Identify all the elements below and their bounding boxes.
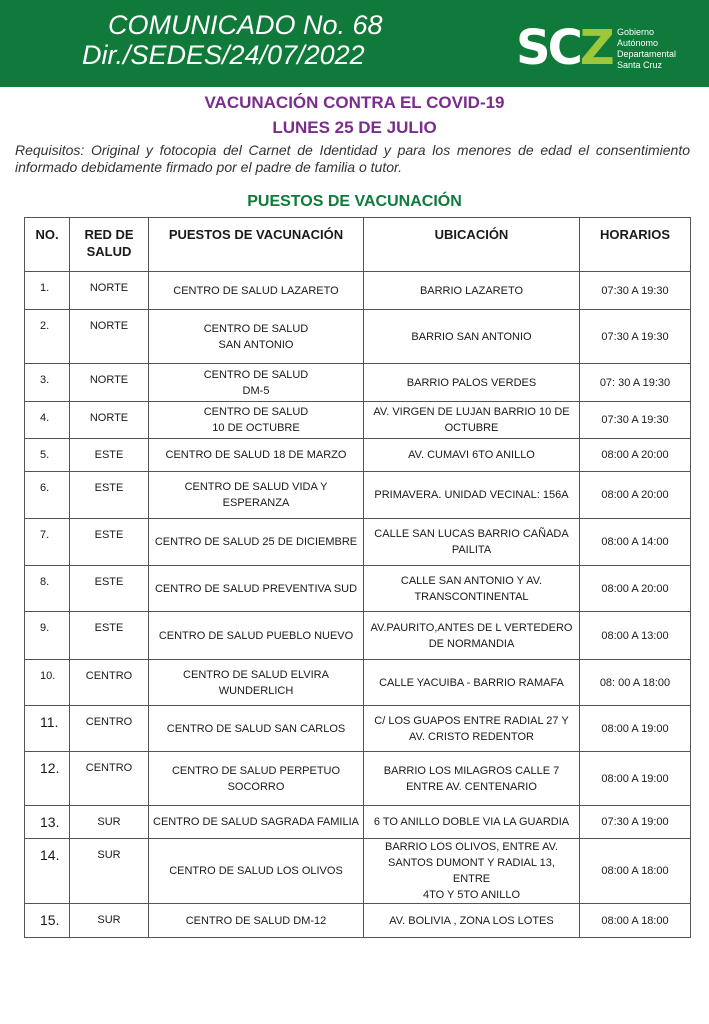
row-red-salud: ESTE xyxy=(70,612,149,660)
row-ubicacion-line: AV.PAURITO,ANTES DE L VERTEDERO xyxy=(370,621,573,634)
row-number: 13. xyxy=(25,806,70,839)
row-puesto-line: WUNDERLICH xyxy=(218,684,294,697)
logo-letter-c: C xyxy=(547,20,580,76)
row-puesto-line: CENTRO DE SALUD PERPETUO xyxy=(171,764,341,777)
logo-caption-line: Gobierno xyxy=(617,27,655,37)
row-red-salud: SUR xyxy=(70,839,149,904)
row-puesto-line: CENTRO DE SALUD 18 DE MARZO xyxy=(165,449,347,461)
row-red-salud: NORTE xyxy=(70,364,149,402)
row-ubicacion-line: BARRIO LOS MILAGROS CALLE 7 xyxy=(383,764,560,777)
row-number: 11. xyxy=(25,706,70,752)
table-row xyxy=(25,364,691,402)
row-puesto-line: 10 DE OCTUBRE xyxy=(212,422,300,434)
row-puesto xyxy=(149,706,364,752)
row-puesto xyxy=(149,660,364,706)
row-number: 3. xyxy=(25,364,70,402)
row-puesto-line: DM-5 xyxy=(242,384,270,397)
row-horario: 08:00 A 14:00 xyxy=(580,519,691,566)
table-row xyxy=(25,612,691,660)
main-title: VACUNACIÓN CONTRA EL COVID-19 xyxy=(204,93,505,112)
col-header-red-line: SALUD xyxy=(86,244,132,259)
row-number: 9. xyxy=(25,612,70,660)
row-horario: 08:00 A 19:00 xyxy=(580,752,691,806)
table-row xyxy=(25,660,691,706)
row-ubicacion-line: AV. CRISTO REDENTOR xyxy=(409,730,534,743)
table-body xyxy=(25,272,691,938)
col-header-no: NO. xyxy=(25,218,70,272)
row-ubicacion xyxy=(364,806,580,839)
row-number: 2. xyxy=(25,310,70,364)
row-puesto xyxy=(149,612,364,660)
row-ubicacion xyxy=(364,839,580,904)
logo-caption-line: Santa Cruz xyxy=(617,60,663,70)
main-date: LUNES 25 DE JULIO xyxy=(272,118,437,137)
table-row xyxy=(25,310,691,364)
row-ubicacion xyxy=(364,612,580,660)
row-number: 10. xyxy=(25,660,70,706)
row-horario: 08: 00 A 18:00 xyxy=(580,660,691,706)
comunicado-reference: Dir./SEDES/24/07/2022 xyxy=(82,40,365,70)
row-ubicacion-line: AV. CUMAVI 6TO ANILLO xyxy=(408,449,535,461)
col-header-red xyxy=(70,218,149,272)
row-horario: 07:30 A 19:00 xyxy=(580,806,691,839)
row-ubicacion-line: BARRIO SAN ANTONIO xyxy=(411,330,532,343)
row-horario: 07:30 A 19:30 xyxy=(580,402,691,439)
table-row xyxy=(25,706,691,752)
row-red-salud: CENTRO xyxy=(70,660,149,706)
row-puesto-line: CENTRO DE SALUD SAGRADA FAMILIA xyxy=(153,816,359,828)
row-ubicacion-line: CALLE SAN LUCAS BARRIO CAÑADA xyxy=(374,528,569,540)
table-row xyxy=(25,752,691,806)
row-ubicacion-line: DE NORMANDIA xyxy=(428,637,515,650)
row-red-salud: CENTRO xyxy=(70,706,149,752)
logo-caption xyxy=(617,27,676,71)
row-ubicacion xyxy=(364,660,580,706)
row-ubicacion-line: BARRIO LAZARETO xyxy=(419,284,524,297)
row-ubicacion-line: AV. BOLIVIA , ZONA LOS LOTES xyxy=(389,914,554,927)
row-ubicacion xyxy=(364,310,580,364)
row-puesto xyxy=(149,806,364,839)
table-row xyxy=(25,472,691,519)
col-header-puesto: PUESTOS DE VACUNACIÓN xyxy=(149,218,364,272)
section-title: PUESTOS DE VACUNACIÓN xyxy=(247,193,462,210)
row-puesto-line: CENTRO DE SALUD xyxy=(203,368,309,381)
row-puesto-line: CENTRO DE SALUD PUEBLO NUEVO xyxy=(158,629,354,642)
row-ubicacion-line: 6 TO ANILLO DOBLE VIA LA GUARDIA xyxy=(373,816,570,828)
row-horario: 08:00 A 20:00 xyxy=(580,472,691,519)
row-ubicacion-line: SANTOS DUMONT Y RADIAL 13, ENTRE xyxy=(388,857,555,885)
row-red-salud: NORTE xyxy=(70,272,149,310)
row-ubicacion xyxy=(364,519,580,566)
row-ubicacion-line: ENTRE AV. CENTENARIO xyxy=(406,780,537,793)
table-row xyxy=(25,566,691,612)
row-puesto xyxy=(149,439,364,472)
logo-caption-line: Departamental xyxy=(617,49,677,59)
row-puesto xyxy=(149,566,364,612)
row-red-salud: ESTE xyxy=(70,519,149,566)
row-horario: 08:00 A 18:00 xyxy=(580,904,691,938)
comunicado-number: COMUNICADO No. 68 xyxy=(108,10,383,40)
row-puesto xyxy=(149,310,364,364)
row-puesto-line: CENTRO DE SALUD PREVENTIVA SUD xyxy=(154,582,358,595)
row-red-salud: SUR xyxy=(70,806,149,839)
table-row xyxy=(25,272,691,310)
logo-caption-line: Autónomo xyxy=(617,38,659,48)
row-puesto xyxy=(149,839,364,904)
row-red-salud: SUR xyxy=(70,904,149,938)
row-puesto xyxy=(149,272,364,310)
row-puesto xyxy=(149,402,364,439)
row-ubicacion-line: CALLE YACUIBA - BARRIO RAMAFA xyxy=(379,676,564,689)
vaccination-table xyxy=(24,217,691,938)
row-ubicacion-line: AV. VIRGEN DE LUJAN BARRIO 10 DE xyxy=(373,406,570,418)
row-ubicacion-line: BARRIO PALOS VERDES xyxy=(406,376,537,389)
scz-logo-icon xyxy=(516,22,612,74)
col-header-horarios: HORARIOS xyxy=(580,218,691,272)
row-puesto-line: CENTRO DE SALUD xyxy=(203,406,309,418)
row-red-salud: ESTE xyxy=(70,472,149,519)
row-horario: 07:30 A 19:30 xyxy=(580,310,691,364)
row-number: 5. xyxy=(25,439,70,472)
row-puesto-line: ESPERANZA xyxy=(222,497,290,509)
row-puesto-line: CENTRO DE SALUD 25 DE DICIEMBRE xyxy=(154,536,358,548)
row-horario: 08:00 A 20:00 xyxy=(580,566,691,612)
row-puesto xyxy=(149,472,364,519)
table-row xyxy=(25,439,691,472)
row-puesto-line: CENTRO DE SALUD DM-12 xyxy=(185,914,327,927)
row-ubicacion xyxy=(364,904,580,938)
row-red-salud: ESTE xyxy=(70,566,149,612)
row-ubicacion-line: BARRIO LOS OLIVOS, ENTRE AV. xyxy=(384,841,558,853)
row-red-salud: NORTE xyxy=(70,402,149,439)
row-puesto-line: SOCORRO xyxy=(227,780,285,793)
header-banner xyxy=(0,0,709,87)
row-puesto xyxy=(149,519,364,566)
row-number: 14. xyxy=(25,839,70,904)
row-horario: 07: 30 A 19:30 xyxy=(580,364,691,402)
row-number: 4. xyxy=(25,402,70,439)
row-number: 12. xyxy=(25,752,70,806)
row-ubicacion-line: CALLE SAN ANTONIO Y AV. xyxy=(400,574,543,587)
row-ubicacion-line: 4TO Y 5TO ANILLO xyxy=(422,889,521,901)
row-puesto-line: SAN ANTONIO xyxy=(218,338,294,351)
row-number: 1. xyxy=(25,272,70,310)
row-ubicacion-line: TRANSCONTINENTAL xyxy=(414,590,529,603)
row-puesto-line: CENTRO DE SALUD LOS OLIVOS xyxy=(169,865,343,877)
col-header-red-line: RED DE xyxy=(84,227,134,242)
requirements-text: Requisitos: Original y fotocopia del Carnet de Identidad y para los menores de edad el consentimiento informado debidamente firmado por el padre de familia o tutor. xyxy=(15,142,690,175)
logo-letter-z: Z xyxy=(579,20,612,76)
row-horario: 07:30 A 19:30 xyxy=(580,272,691,310)
row-puesto-line: CENTRO DE SALUD LAZARETO xyxy=(173,284,339,297)
logo-letter-s: S xyxy=(516,20,548,76)
row-ubicacion xyxy=(364,472,580,519)
table-row xyxy=(25,402,691,439)
row-ubicacion-line: OCTUBRE xyxy=(444,422,499,434)
row-red-salud: NORTE xyxy=(70,310,149,364)
row-ubicacion xyxy=(364,566,580,612)
row-number: 6. xyxy=(25,472,70,519)
row-horario: 08:00 A 13:00 xyxy=(580,612,691,660)
row-red-salud: CENTRO xyxy=(70,752,149,806)
row-puesto xyxy=(149,904,364,938)
row-ubicacion xyxy=(364,402,580,439)
table-row xyxy=(25,839,691,904)
row-puesto-line: CENTRO DE SALUD SAN CARLOS xyxy=(166,722,346,735)
row-ubicacion-line: PRIMAVERA. UNIDAD VECINAL: 156A xyxy=(374,489,569,501)
row-ubicacion xyxy=(364,272,580,310)
row-red-salud: ESTE xyxy=(70,439,149,472)
col-header-ubicacion: UBICACIÓN xyxy=(364,218,580,272)
table-header-row xyxy=(25,218,691,272)
row-puesto-line: CENTRO DE SALUD ELVIRA xyxy=(183,668,329,681)
row-horario: 08:00 A 20:00 xyxy=(580,439,691,472)
row-number: 15. xyxy=(25,904,70,938)
row-number: 8. xyxy=(25,566,70,612)
row-ubicacion xyxy=(364,752,580,806)
row-horario: 08:00 A 18:00 xyxy=(580,839,691,904)
table-row xyxy=(25,806,691,839)
row-puesto xyxy=(149,364,364,402)
row-horario: 08:00 A 19:00 xyxy=(580,706,691,752)
row-ubicacion xyxy=(364,706,580,752)
table-row xyxy=(25,519,691,566)
row-ubicacion-line: PAILITA xyxy=(451,544,492,556)
row-ubicacion xyxy=(364,364,580,402)
row-ubicacion xyxy=(364,439,580,472)
row-number: 7. xyxy=(25,519,70,566)
row-puesto xyxy=(149,752,364,806)
row-puesto-line: CENTRO DE SALUD VIDA Y xyxy=(184,481,328,493)
row-puesto-line: CENTRO DE SALUD xyxy=(203,322,309,335)
table-row xyxy=(25,904,691,938)
row-ubicacion-line: C/ LOS GUAPOS ENTRE RADIAL 27 Y xyxy=(374,714,569,727)
